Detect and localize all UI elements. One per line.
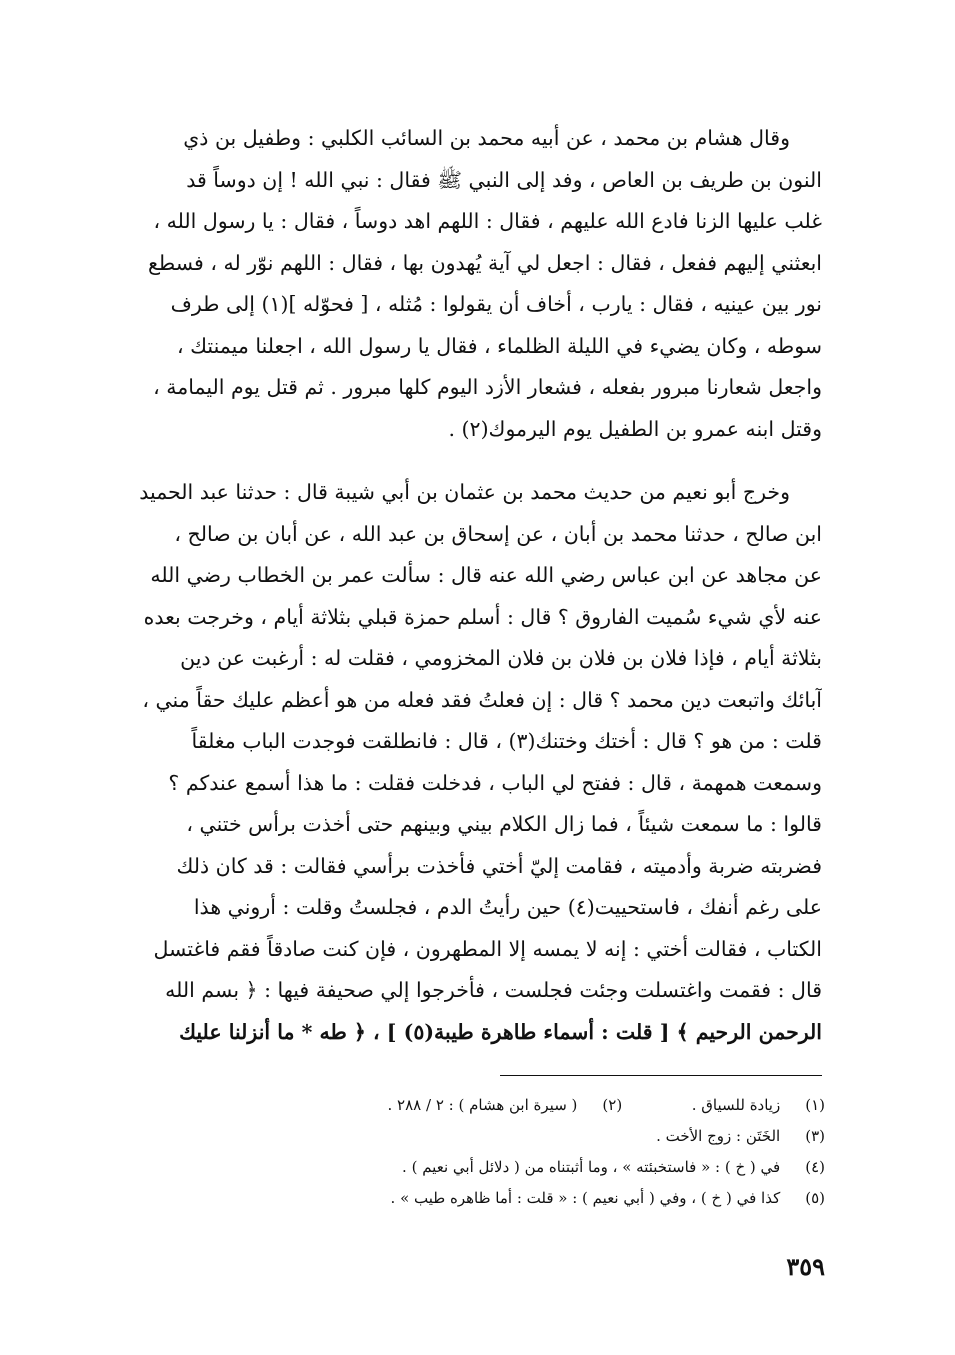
paragraph-2 [100, 472, 822, 1053]
footnote-number: (٢) [602, 1096, 623, 1114]
text-line: غلب عليها الزنا فادع الله عليهم ، فقال : اللهم اهد دوساً ، فقال : يا رسول الله ، [153, 209, 822, 233]
text-line: وسمعت همهمة ، قال : ففتح لي الباب ، فدخلت فقلت : ما هذا أسمع عندكم ؟ [168, 770, 822, 795]
paragraph-1 [100, 118, 822, 450]
text-line: قالوا : ما سمعت شيئاً ، فما زال الكلام بيني وبينهم حتى أخذت برأس ختني ، [186, 812, 822, 836]
text-line: عنه لأي شيء سُميت الفاروق ؟ قال : أسلم حمزة قبلي بثلاثة أيام ، وخرجت بعده [143, 604, 822, 629]
footnote-number: (٥) [805, 1189, 825, 1207]
text-line: قلت : من هو ؟ قال : أختك وختنك(٣) ، قال : فانطلقت فوجدت الباب مغلقاً [191, 729, 822, 753]
text-line: عن مجاهد عن ابن عباس رضي الله عنه قال : سألت عمر بن الخطاب رضي الله [150, 563, 822, 587]
text-line: الكتاب ، فقالت أختي : إنه لا يمسه إلا المطهرون ، فإن كنت صادقاً فقم فاغتسل [153, 936, 822, 961]
footnote-divider [500, 1075, 822, 1076]
text-line: نور بين عينيه ، فقال : يارب ، أخاف أن يقولوا : مُثله ، [ فحوّله ](١) إلى طرف [170, 292, 822, 316]
footnote-row [225, 1121, 825, 1152]
page-number: ٣٥٩ [786, 1252, 825, 1281]
text-line: على رغم أنفك ، فاستحييت(٤) حين رأيتُ الدم ، فجلستُ وقلت : أروني هذا [193, 895, 822, 919]
text-line: وقال هشام بن محمد ، عن أبيه محمد بن السائب الكلبي : وطفيل بن ذي [183, 126, 790, 150]
footnote-text: في ( خ ) : « فاستخبئته » ، وما أثبتناه من ( دلائل أبي نعيم ) . [402, 1158, 781, 1176]
footnote-number: (٤) [805, 1158, 825, 1176]
text-line: ابن صالح ، حدثنا محمد بن أبان ، عن إسحاق بن عبد الله ، عن أبان بن صالح ، [174, 521, 822, 546]
text-line: فضربته ضربة وأدميته ، فقامت إليّ أختي فأخذت برأسي فقالت : قد كان ذلك [176, 853, 822, 878]
footnote-text: الخَتَن : زوج الأخت . [656, 1127, 781, 1145]
text-line: سوطه ، وكان يضيء في الليلة الظلماء ، فقال يا رسول الله ، اجعلنا ميمنتك ، [177, 333, 822, 358]
text-line: بثلاثة أيام ، فإذا فلان بن فلان بن فلان المخزومي ، فقلت له : أرغبت عن دين [180, 646, 822, 670]
footnote-text: ( سيرة ابن هشام ) : ٢ / ٢٨٨ . [387, 1096, 578, 1114]
footnote-row [225, 1152, 825, 1183]
text-line: واجعل شعارنا مبرور بفعله ، فشعار الأزد اليوم كلها مبرور . ثم قتل يوم اليمامة ، [153, 375, 822, 399]
footnote-text: كذا في ( خ ) ، وفي ( أبي نعيم ) : « قلت : أما ظاهره طيب » . [390, 1189, 781, 1207]
text-line: النون بن طريف بن العاص ، وفد إلى النبي ﷺ فقال : نبي الله ! إن دوساً قد [186, 167, 822, 192]
footnote-number: (١) [805, 1096, 825, 1114]
text-line: ابعثني إليهم ففعل ، فقال : اجعل لي آية يُهدون بها ، فقال : اللهم نوّر له ، فسطع [148, 250, 822, 275]
text-line: الرحمن الرحيم ﴾ [ قلت : أسماء طاهرة طيبة(٥) ] ، ﴿ طه * ما أنزلنا عليك [179, 1019, 822, 1044]
text-line: قال : فقمت واغتسلت وجئت فجلست ، فأخرجوا إلي صحيفة فيها : ﴿ بسم الله [165, 978, 822, 1002]
footnote-row [225, 1090, 825, 1121]
text-line: آبائك واتبعت دين محمد ؟ قال : إن فعلتُ فقد فعله من هو أعظم عليك حقاً مني ، [142, 687, 822, 712]
text-line: وخرج أبو نعيم من حديث محمد بن عثمان بن أبي شيبة قال : حدثنا عبد الحميد [139, 480, 790, 504]
footnotes [225, 1090, 825, 1214]
footnote-row [225, 1183, 825, 1214]
footnote-text: زيادة للسياق . [691, 1096, 781, 1114]
text-line: وقتل ابنه عمرو بن الطفيل يوم اليرموك(٢) . [448, 416, 822, 441]
footnote-number: (٣) [805, 1127, 825, 1145]
